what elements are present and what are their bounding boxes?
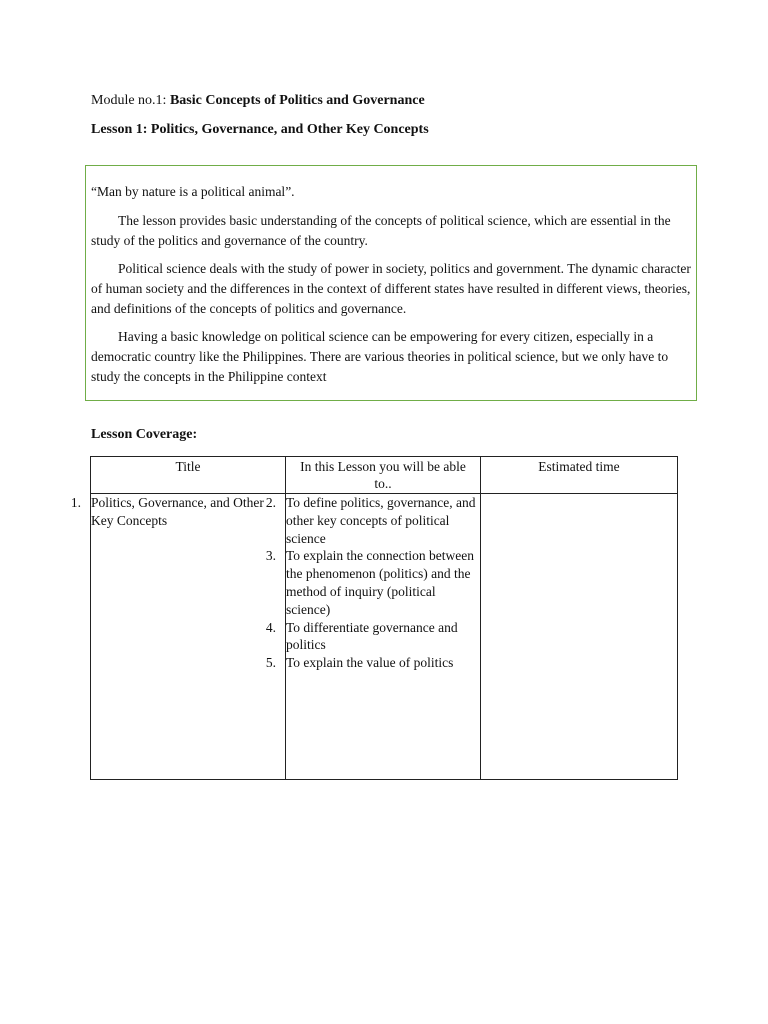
list-item — [265, 494, 480, 547]
list-number: 3. — [265, 548, 276, 564]
intro-quote: “Man by nature is a political animal”. — [91, 184, 295, 199]
list-number: 2. — [265, 495, 276, 510]
list-number: 1. — [70, 495, 81, 510]
intro-paragraph-3: Having a basic knowledge on political science can be empowering for every citizen, especially in a democratic country like the Philippines. There are various theories in political science, but we only have to study the concepts in the Philippine context — [91, 329, 669, 384]
list-item-text: Politics, Governance, and Other Key Concepts — [91, 495, 264, 528]
list-item-text: To explain the value of politics — [285, 655, 454, 671]
list-item — [265, 547, 480, 618]
intro-paragraph-2: Political science deals with the study of power in society, politics and government. The dynamic character of human society and the differences in the context of different states have resulted in different views, theories, and definitions of the concepts of politics and governance. — [91, 261, 691, 316]
list-item-text: To define politics, governance, and other key concepts of political science — [285, 495, 476, 546]
list-item — [265, 619, 480, 655]
header-title: Title — [91, 457, 286, 494]
list-item-text: To differentiate governance and politics — [285, 619, 458, 653]
lesson-title: Lesson 1: Politics, Governance, and Other Key Concepts — [91, 122, 429, 137]
module-prefix: Module no.1: — [91, 93, 170, 108]
estimated-time-cell — [480, 494, 677, 780]
intro-box — [85, 165, 697, 401]
table-row — [91, 494, 678, 780]
header-objectives: In this Lesson you will be able to.. — [285, 457, 480, 494]
title-cell — [70, 494, 286, 780]
table-header-row — [91, 457, 678, 494]
list-number: 5. — [265, 655, 276, 671]
intro-paragraph-1: The lesson provides basic understanding of the concepts of political science, which are essential in the study of the politics and governance of the country. — [91, 213, 671, 248]
header-estimated-time: Estimated time — [480, 457, 677, 494]
module-title: Basic Concepts of Politics and Governance — [169, 93, 425, 108]
list-item-text: To explain the connection between the phenomenon (politics) and the method of inquiry (political science) — [285, 548, 474, 617]
lesson-coverage-label: Lesson Coverage: — [91, 427, 198, 442]
objectives-cell — [265, 494, 480, 780]
list-number: 4. — [265, 619, 276, 635]
list-item — [265, 654, 480, 672]
module-heading — [91, 93, 425, 109]
lesson-coverage-table — [70, 456, 678, 780]
